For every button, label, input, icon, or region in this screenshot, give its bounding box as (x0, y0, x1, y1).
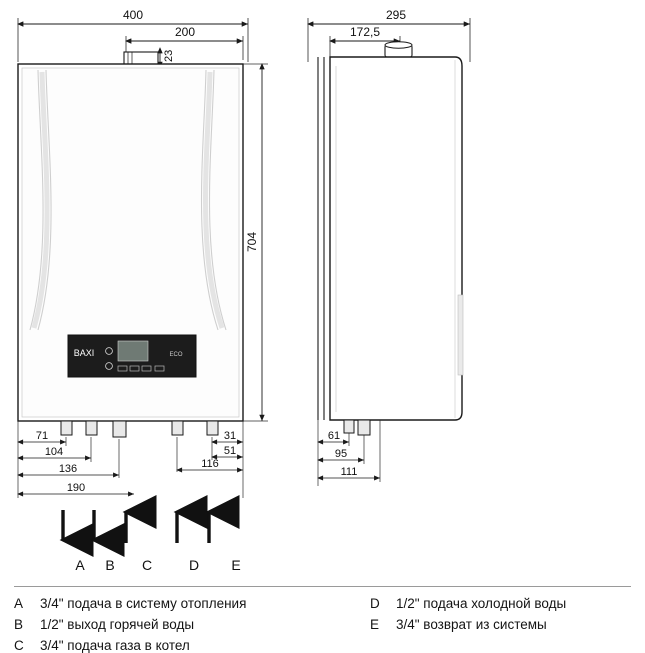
legend-text-a: 3/4" подача в систему отопления (40, 596, 247, 611)
control-panel[interactable] (68, 335, 196, 377)
dim-51: 51 (223, 445, 237, 457)
front-view (18, 8, 268, 498)
side-pipes (344, 420, 370, 435)
legend-key-e: E (370, 617, 380, 632)
display-screen (118, 341, 148, 361)
legend-text-b: 1/2" выход горячей воды (40, 617, 195, 632)
dim-95: 95 (334, 448, 348, 460)
legend-key-b: B (14, 617, 24, 632)
dim-104: 104 (44, 446, 64, 458)
dim-116: 116 (201, 458, 219, 470)
flue-collar-front (124, 52, 158, 65)
dim-31: 31 (223, 430, 237, 442)
marker-label-D: D (188, 557, 200, 573)
marker-label-E: E (231, 557, 241, 573)
dim-height-704: 704 (245, 231, 259, 253)
side-panel-detail (458, 295, 463, 375)
dim-136: 136 (58, 463, 78, 475)
dim-71: 71 (35, 430, 49, 442)
boiler-side-body (330, 57, 462, 420)
marker-label-A: A (75, 557, 85, 573)
legend-key-d: D (370, 596, 380, 611)
dim-190: 190 (66, 482, 86, 494)
marker-label-B: B (105, 557, 115, 573)
legend-text-d: 1/2" подача холодной воды (396, 596, 567, 611)
dim-front-width: 400 (122, 8, 144, 22)
legend-key-c: C (14, 638, 24, 653)
flue-collar-side (385, 42, 412, 57)
dim-61: 61 (327, 430, 341, 442)
dim-depth-295: 295 (385, 8, 407, 22)
connection-arrows (63, 510, 241, 573)
dim-flue-height: 23 (163, 49, 175, 62)
side-view (308, 8, 470, 486)
dim-flue-offset: 172,5 (349, 25, 381, 39)
dim-111: 111 (340, 466, 358, 478)
panel-model-text: ECO (169, 352, 183, 358)
marker-label-C: C (141, 557, 153, 573)
legend-text-c: 3/4" подача газа в котел (40, 638, 190, 653)
legend-key-a: A (14, 596, 24, 611)
front-pipes (61, 421, 218, 437)
legend-text-e: 3/4" возврат из системы (396, 617, 547, 632)
brand-logo-text: BAXI (73, 348, 95, 358)
legend-divider (14, 586, 631, 587)
dim-flue-width: 200 (174, 25, 196, 39)
